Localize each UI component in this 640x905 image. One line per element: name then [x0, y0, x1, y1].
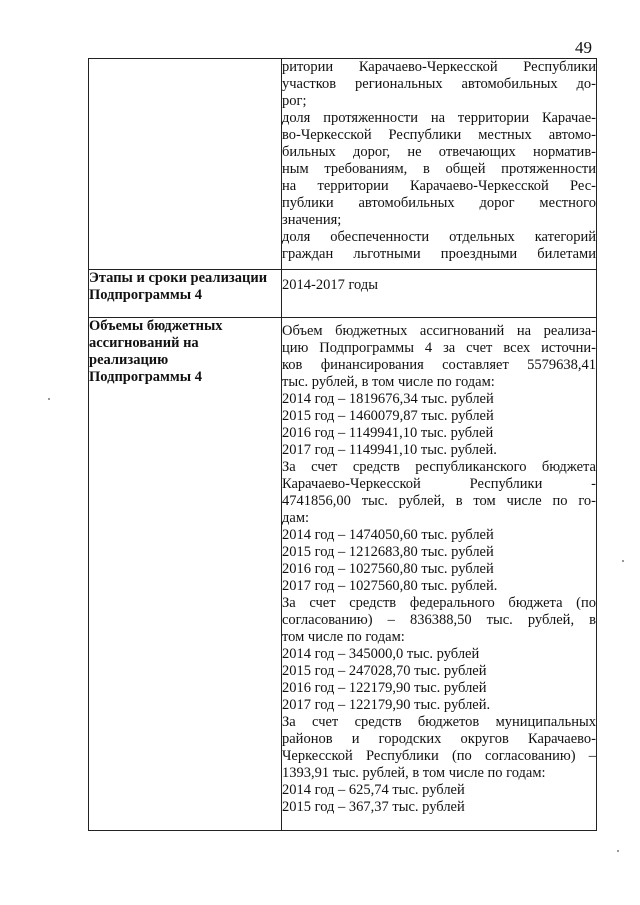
row-label-line: ассигнований на [89, 335, 199, 351]
row-value-line: дам: [282, 510, 310, 526]
row-label-line: Объемы бюджетных [89, 318, 223, 334]
row-value-line: 2016 год – 1149941,10 тыс. рублей [282, 425, 494, 441]
row-value-line: рог; [282, 93, 307, 109]
row-value [282, 270, 597, 318]
row-value-line: 2016 год – 122179,90 тыс. рублей [282, 680, 487, 696]
row-value-line: За счет средств республиканского бюджета [282, 459, 596, 475]
row-value-line: значения; [282, 212, 342, 228]
scan-speck [48, 398, 50, 400]
row-value-line: ритории Карачаево-Черкесской Республики [282, 59, 596, 75]
row-value-line: 2016 год – 1027560,80 тыс. рублей [282, 561, 494, 577]
row-label-line: Подпрограммы 4 [89, 287, 202, 303]
row-value-line: доля обеспеченности отдельных категорий [282, 229, 596, 245]
row-label [89, 318, 282, 831]
passport-table [88, 58, 597, 831]
row-value [282, 318, 597, 831]
row-value-line: 2015 год – 247028,70 тыс. рублей [282, 663, 487, 679]
row-value-line: ков финансирования составляет 5579638,41 [282, 357, 596, 373]
row-value-line: участков региональных автомобильных до- [282, 76, 596, 92]
page-number: 49 [575, 38, 592, 57]
row-value-line: районов и городских округов Карачаево- [282, 731, 596, 747]
row-value-line: 2017 год – 1027560,80 тыс. рублей. [282, 578, 498, 594]
row-label-line: Этапы и сроки реализации [89, 270, 268, 286]
row-value-line: 2014-2017 годы [282, 277, 378, 293]
row-label [89, 270, 282, 318]
row-value-line: За счет средств бюджетов муниципальных [282, 714, 596, 730]
row-value-line: Объем бюджетных ассигнований на реализа- [282, 323, 596, 339]
table-row [89, 59, 597, 270]
row-label-line: реализацию [89, 352, 169, 368]
row-value-line: 2014 год – 1474050,60 тыс. рублей [282, 527, 494, 543]
row-value-line: 2015 год – 1460079,87 тыс. рублей [282, 408, 494, 424]
row-value-line: 2015 год – 367,37 тыс. рублей [282, 799, 465, 815]
row-value-line: тыс. рублей, в том числе по годам: [282, 374, 495, 390]
row-value-line: 2014 год – 1819676,34 тыс. рублей [282, 391, 494, 407]
row-label-line: Подпрограммы 4 [89, 369, 202, 385]
row-value-line: Черкесской Республики (по согласованию) – [282, 748, 596, 764]
row-value-line: во-Черкесской Республики местных автомо- [282, 127, 596, 143]
row-value-line: на территории Карачаево-Черкесской Рес- [282, 178, 596, 194]
row-value-line: граждан льготными проездными билетами [282, 246, 596, 262]
row-value-line: За счет средств федерального бюджета (по [282, 595, 596, 611]
scan-speck [617, 850, 619, 852]
table-row [89, 318, 597, 831]
row-value-line: 2015 год – 1212683,80 тыс. рублей [282, 544, 494, 560]
row-value-line: 2014 год – 345000,0 тыс. рублей [282, 646, 480, 662]
row-value-line: ным требованиям, в общей протяженности [282, 161, 596, 177]
row-value-line: 4741856,00 тыс. рублей, в том числе по го- [282, 493, 596, 509]
row-value-line: 2014 год – 625,74 тыс. рублей [282, 782, 465, 798]
row-value-line: согласованию) – 836388,50 тыс. рублей, в [282, 612, 596, 628]
table-row [89, 270, 597, 318]
scan-speck [622, 560, 624, 562]
row-value-line: доля протяженности на территории Карачае- [282, 110, 596, 126]
row-value-line: бильных дорог, не отвечающих норматив- [282, 144, 596, 160]
row-value-line: Карачаево-Черкесской Республики - [282, 476, 596, 492]
row-value-line: том числе по годам: [282, 629, 405, 645]
row-value-line: публики автомобильных дорог местного [282, 195, 596, 211]
row-value-line: цию Подпрограммы 4 за счет всех источни- [282, 340, 596, 356]
row-value-line: 1393,91 тыс. рублей, в том числе по годам: [282, 765, 546, 781]
row-value-line: 2017 год – 122179,90 тыс. рублей. [282, 697, 491, 713]
row-value-line: 2017 год – 1149941,10 тыс. рублей. [282, 442, 497, 458]
row-value [282, 59, 597, 270]
row-label [89, 59, 282, 270]
